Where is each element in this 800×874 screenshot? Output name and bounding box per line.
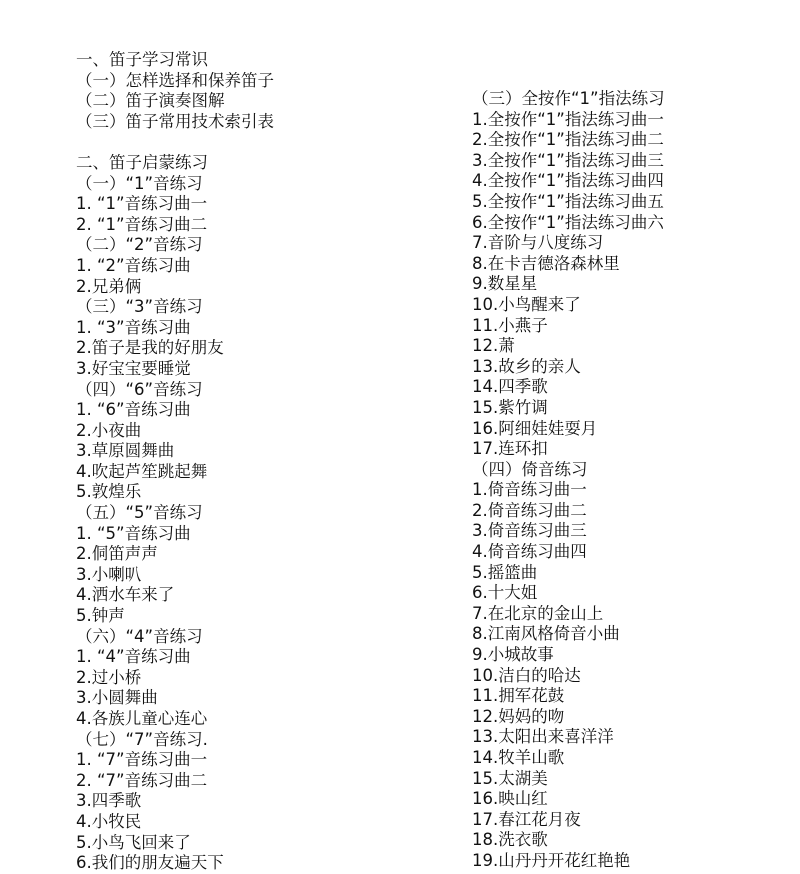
toc-line: 3.好宝宝要睡觉 (76, 358, 191, 378)
toc-line: 3.小圆舞曲 (76, 688, 158, 708)
toc-line: 3.草原圆舞曲 (76, 441, 175, 461)
toc-line: 13.故乡的亲人 (472, 356, 581, 376)
toc-line: 2.全按作“1”指法练习曲二 (472, 130, 664, 150)
toc-line: 3.四季歌 (76, 791, 142, 811)
toc-line: 14.牧羊山歌 (472, 748, 565, 767)
toc-line: 6.全按作“1”指法练习曲六 (472, 212, 664, 232)
toc-line: 15.太湖美 (472, 768, 548, 788)
toc-line: 5.小鸟飞回来了 (76, 832, 191, 852)
toc-line: 1. “2”音练习曲 (76, 255, 191, 275)
toc-line: 5.摇篮曲 (472, 562, 538, 582)
toc-line: 3.全按作“1”指法练习曲三 (472, 150, 664, 170)
toc-line: 1.全按作“1”指法练习曲一 (472, 109, 664, 129)
toc-line: 13.太阳出来喜洋洋 (472, 727, 614, 747)
toc-line: 8.江南风格倚音小曲 (472, 624, 620, 644)
toc-line: 6.我们的朋友遍天下 (76, 853, 224, 873)
toc-line: 6.十大姐 (472, 583, 538, 603)
toc-line: 1. “7”音练习曲一 (76, 750, 208, 770)
toc-line: 1. “3”音练习曲 (76, 317, 191, 337)
toc-line: 15.紫竹调 (472, 397, 548, 417)
toc-line: 19.山丹丹开花红艳艳 (472, 850, 631, 870)
toc-line: 4.各族儿童心连心 (76, 709, 208, 728)
toc-line: 10.洁白的哈达 (472, 665, 581, 685)
toc-line: 1.倚音练习曲一 (472, 480, 587, 500)
toc-line: 11.拥军花鼓 (472, 686, 565, 706)
blank-line (76, 132, 274, 153)
toc-line: （三）笛子常用技术索引表 (76, 111, 274, 131)
toc-line: 11.小燕子 (472, 315, 548, 335)
toc-line: （四）倚音练习 (472, 459, 588, 479)
toc-line: 10.小鸟醒来了 (472, 294, 581, 314)
toc-line: 5.全按作“1”指法练习曲五 (472, 191, 664, 211)
toc-line: （一）“1”音练习 (76, 173, 203, 193)
toc-line: 9.小城故事 (472, 645, 554, 665)
toc-line: （三）全按作“1”指法练习 (472, 89, 665, 108)
toc-line: 2.小夜曲 (76, 420, 142, 440)
toc-line: 4.洒水车来了 (76, 585, 175, 605)
toc-line: 1. “1”音练习曲一 (76, 194, 208, 214)
toc-line: 7.音阶与八度练习 (472, 233, 604, 253)
toc-line: 14.四季歌 (472, 377, 548, 397)
toc-line: 12.萧 (472, 336, 515, 356)
toc-line: 17.连环扣 (472, 439, 548, 459)
toc-line: 2.兄弟俩 (76, 276, 142, 296)
toc-line: （四）“6”音练习 (76, 379, 203, 399)
toc-line: 2.笛子是我的好朋友 (76, 338, 224, 358)
toc-line: 3.倚音练习曲三 (472, 521, 587, 541)
toc-line: 4.全按作“1”指法练习曲四 (472, 171, 664, 191)
left-column (76, 50, 274, 874)
toc-line: 2.倚音练习曲二 (472, 500, 587, 520)
toc-line: （七）“7”音练习. (76, 729, 208, 749)
toc-line: （三）“3”音练习 (76, 297, 203, 317)
toc-line: 16.映山红 (472, 789, 548, 809)
right-column (472, 89, 665, 872)
toc-line: （五）“5”音练习 (76, 503, 203, 523)
toc-line: 18.洗衣歌 (472, 830, 548, 850)
toc-line: （二）“2”音练习 (76, 235, 203, 255)
toc-line: （一）怎样选择和保养笛子 (76, 70, 274, 90)
toc-line: 4.倚音练习曲四 (472, 542, 587, 562)
toc-line: 4.吹起芦笙跳起舞 (76, 461, 208, 481)
toc-line: 2. “1”音练习曲二 (76, 214, 208, 234)
toc-line: 2.侗笛声声 (76, 544, 158, 564)
toc-line: （六）“4”音练习 (76, 626, 203, 646)
toc-line: 9.数星星 (472, 274, 538, 294)
toc-line: 2.过小桥 (76, 667, 142, 687)
toc-line: 5.敦煌乐 (76, 482, 142, 502)
toc-line: 二、笛子启蒙练习 (76, 152, 208, 172)
toc-line: 4.小牧民 (76, 811, 142, 831)
toc-line: 17.春江花月夜 (472, 809, 581, 829)
toc-line: 5.钟声 (76, 606, 125, 626)
toc-line: 12.妈妈的吻 (472, 706, 565, 726)
toc-line: 2. “7”音练习曲二 (76, 770, 208, 790)
toc-line: 8.在卡吉德洛森林里 (472, 253, 620, 273)
toc-line: 1. “6”音练习曲 (76, 400, 191, 420)
toc-line: 一、笛子学习常识 (76, 50, 208, 69)
toc-line: 1. “4”音练习曲 (76, 647, 191, 667)
toc-line: （二）笛子演奏图解 (76, 91, 225, 111)
toc-line: 3.小喇叭 (76, 564, 142, 584)
toc-line: 7.在北京的金山上 (472, 603, 604, 623)
toc-line: 16.阿细娃娃耍月 (472, 418, 598, 438)
toc-line: 1. “5”音练习曲 (76, 523, 191, 543)
